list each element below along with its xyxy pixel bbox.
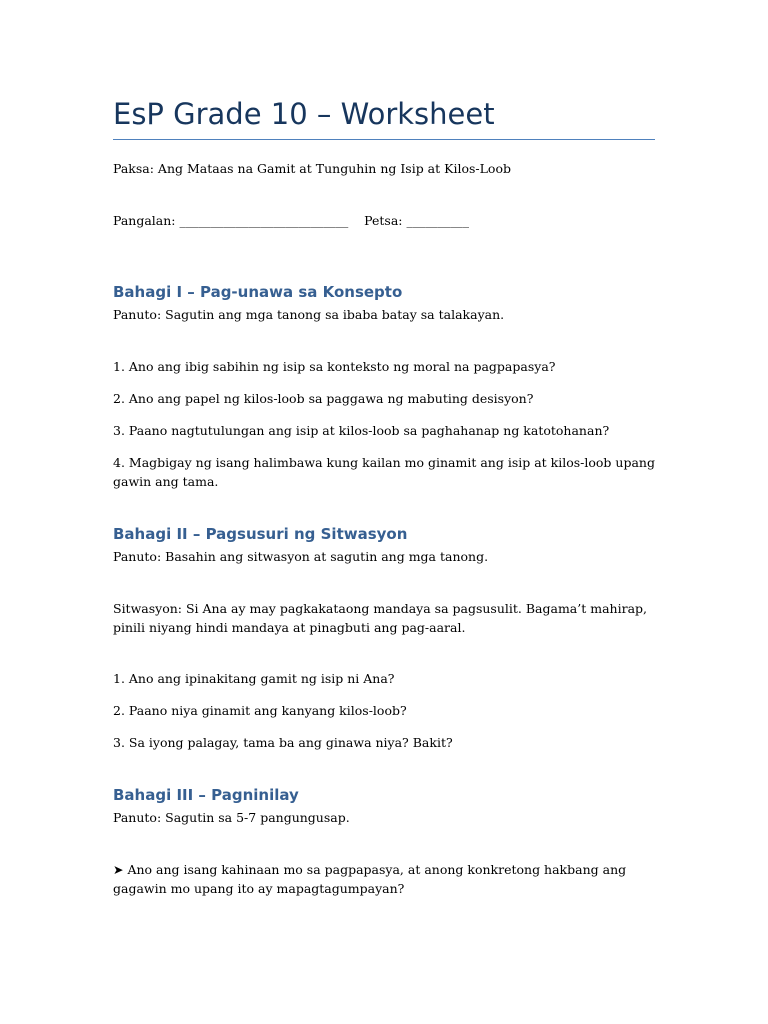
part3-heading: Bahagi III – Pagninilay xyxy=(113,786,299,804)
name-field[interactable]: Pangalan: ___________________________ xyxy=(113,213,349,228)
document-title: EsP Grade 10 – Worksheet xyxy=(113,97,495,131)
part3-prompt: ➤ Ano ang isang kahinaan mo sa pagpapasya, at anong konkretong hakbang ang gagawin mo upang ito ay mapagtagumpayan? xyxy=(113,862,627,896)
part2-question-1: 1. Ano ang ipinakitang gamit ng isip ni Ana? xyxy=(113,671,395,686)
part1-question-4: 4. Magbigay ng isang halimbawa kung kailan mo ginamit ang isip at kilos-loob upang gawin ang tama. xyxy=(113,455,655,489)
topic-line: Paksa: Ang Mataas na Gamit at Tunguhin ng Isip at Kilos-Loob xyxy=(113,161,511,176)
part1-instruction: Panuto: Sagutin ang mga tanong sa ibaba batay sa talakayan. xyxy=(113,307,505,322)
part2-situation: Sitwasyon: Si Ana ay may pagkakataong mandaya sa pagsusulit. Bagama’t mahirap, pinili niyang hindi mandaya at pinagbuti ang pag-aaral. xyxy=(113,601,647,635)
name-date-line xyxy=(113,211,655,230)
part2-question-3: 3. Sa iyong palagay, tama ba ang ginawa niya? Bakit? xyxy=(113,735,453,750)
part2-heading: Bahagi II – Pagsusuri ng Sitwasyon xyxy=(113,525,408,543)
part1-question-3: 3. Paano nagtutulungan ang isip at kilos-loob sa paghahanap ng katotohanan? xyxy=(113,423,610,438)
part1-question-2: 2. Ano ang papel ng kilos-loob sa paggawa ng mabuting desisyon? xyxy=(113,391,534,406)
part2-instruction: Panuto: Basahin ang sitwasyon at sagutin ang mga tanong. xyxy=(113,549,489,564)
date-field[interactable]: Petsa: __________ xyxy=(364,213,469,228)
part3-instruction: Panuto: Sagutin sa 5-7 pangungusap. xyxy=(113,810,350,825)
part1-heading: Bahagi I – Pag-unawa sa Konsepto xyxy=(113,283,403,301)
title-underline xyxy=(113,139,655,140)
part1-question-1: 1. Ano ang ibig sabihin ng isip sa konteksto ng moral na pagpapasya? xyxy=(113,359,556,374)
part2-question-2: 2. Paano niya ginamit ang kanyang kilos-loob? xyxy=(113,703,407,718)
